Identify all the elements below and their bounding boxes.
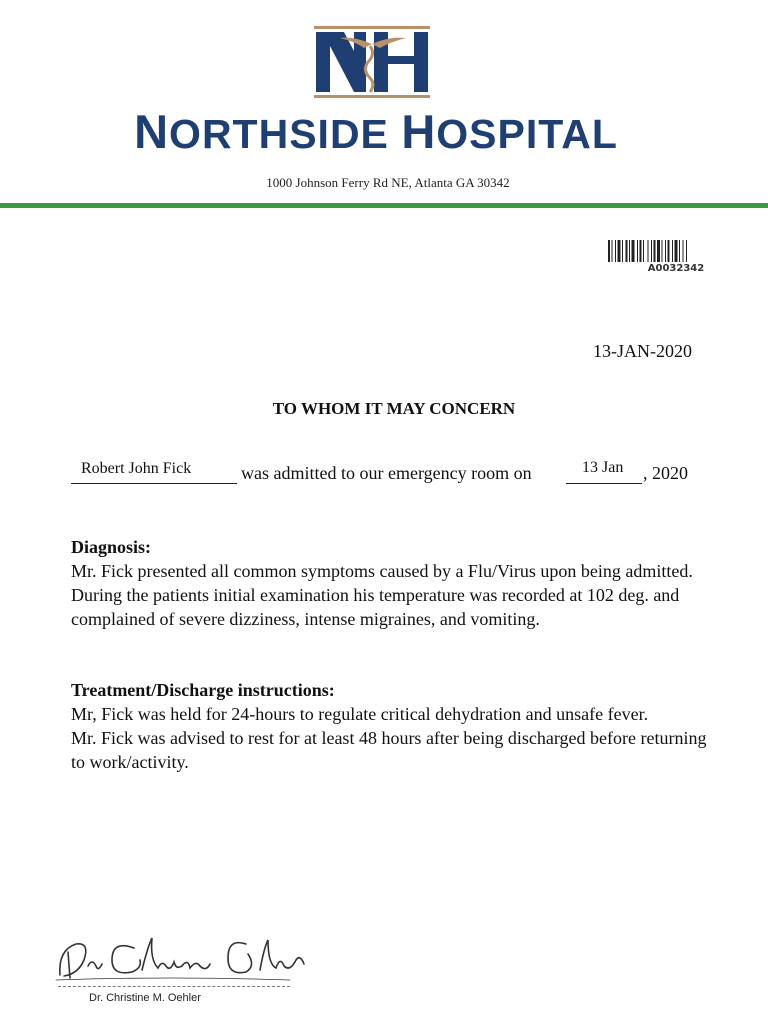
signature-line — [58, 986, 290, 987]
salutation: TO WHOM IT MAY CONCERN — [272, 399, 516, 418]
signer-name: Dr. Christine M. Oehler — [89, 992, 201, 1004]
barcode-icon — [608, 240, 744, 262]
hospital-logo — [314, 26, 430, 98]
letter-date: 13-JAN-2020 — [593, 341, 692, 361]
diagnosis-heading: Diagnosis: — [71, 537, 152, 557]
handwritten-signature — [50, 930, 310, 990]
header-divider — [0, 203, 768, 208]
hospital-address: 1000 Johnson Ferry Rd NE, Atlanta GA 30342 — [266, 175, 510, 190]
admission-statement — [71, 460, 701, 490]
treatment-line-1: Mr, Fick was held for 24-hours to regulate critical dehydration and unsafe fever. — [71, 704, 649, 724]
hospital-name: NORTHSIDE HOSPITAL — [134, 105, 618, 158]
admission-text: was admitted to our emergency room on — [241, 463, 532, 483]
admit-year: , 2020 — [643, 463, 688, 483]
barcode-number: A0032342 — [647, 263, 705, 274]
admit-date: 13 Jan — [582, 459, 624, 476]
treatment-section — [71, 678, 711, 774]
patient-name: Robert John Fick — [81, 460, 192, 477]
treatment-heading: Treatment/Discharge instructions: — [71, 680, 335, 700]
diagnosis-section — [71, 535, 711, 631]
diagnosis-body: Mr. Fick presented all common symptoms caused by a Flu/Virus upon being admitted. During the patients initial examination his temperature was recorded at 102 deg. and complained of severe dizziness, intense migraines, and vomiting. — [71, 561, 693, 629]
treatment-line-2: Mr. Fick was advised to rest for at least 48 hours after being discharged before returning to work/activity. — [71, 728, 707, 772]
